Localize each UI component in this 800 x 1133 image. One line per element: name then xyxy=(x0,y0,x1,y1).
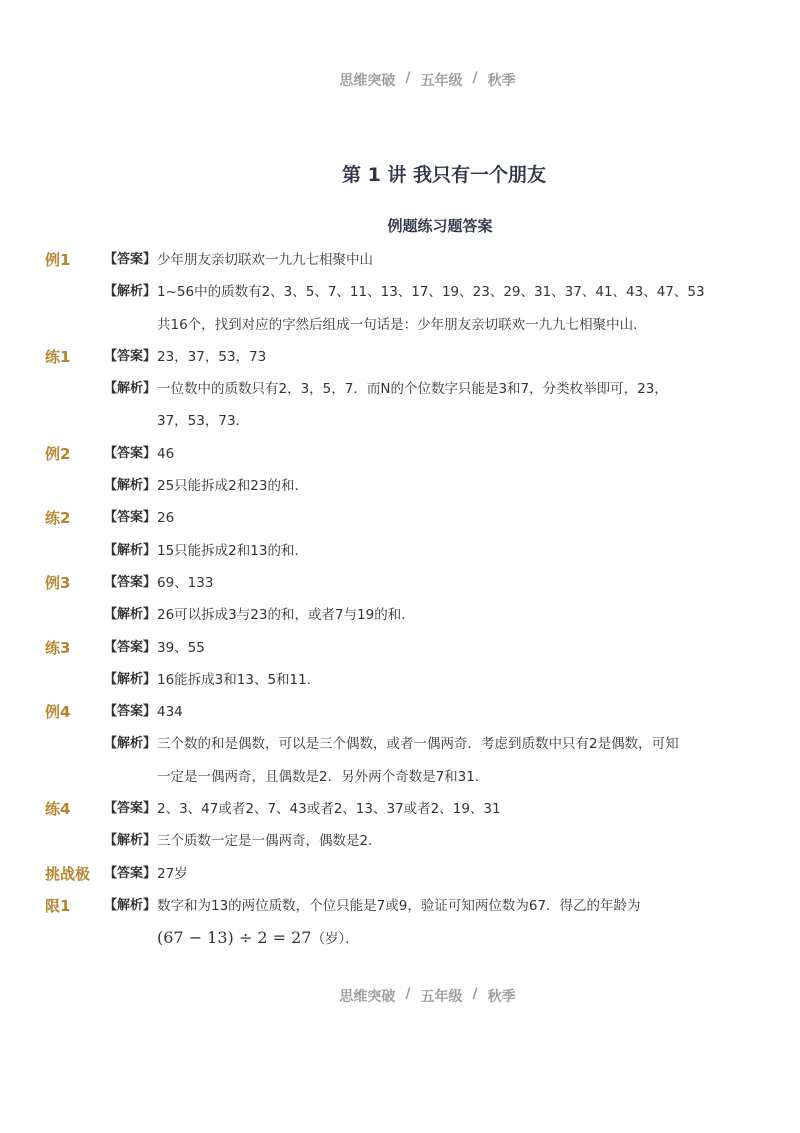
row-tag: 【解析】 xyxy=(104,381,157,397)
answer-row xyxy=(0,280,800,312)
problem-label: 例3 xyxy=(45,573,71,592)
row-tag: 【解析】 xyxy=(104,607,157,623)
row-text: 46 xyxy=(157,445,175,462)
problem-label: 例1 xyxy=(45,251,71,269)
footer-sep: / xyxy=(405,986,411,1002)
answer-row xyxy=(0,829,800,861)
problem-label: 练2 xyxy=(45,509,71,528)
row-text: 15只能拆成2和13的和． xyxy=(157,542,308,559)
problem-label: 练3 xyxy=(45,638,71,657)
header-sep: / xyxy=(472,70,478,86)
row-text: 三个数的和是偶数，可以是三个偶数，或者一偶两奇．考虑到质数中只有2是偶数，可知 xyxy=(157,736,679,753)
row-text: 1~56中的质数有2、3、5、7、11、13、17、19、23、29、31、37、41、43、47、53 xyxy=(157,284,705,301)
problem-label: 例4 xyxy=(45,703,71,722)
row-text: 16能拆成3和13、5和11． xyxy=(157,671,321,688)
header-sep: / xyxy=(405,70,411,86)
answer-row xyxy=(0,345,800,377)
math-line xyxy=(157,926,359,951)
answer-row xyxy=(0,894,800,926)
math-expression: (67 − 13) ÷ 2 = 27 xyxy=(157,928,312,948)
answer-row xyxy=(0,668,800,700)
answer-row xyxy=(0,732,800,764)
row-tag: 【解析】 xyxy=(104,478,157,494)
row-tag: 【解析】 xyxy=(104,736,157,752)
answer-row xyxy=(0,409,800,441)
row-tag: 【解析】 xyxy=(104,897,157,913)
row-tag: 【答案】 xyxy=(104,445,157,461)
row-text: 69、133 xyxy=(157,574,214,591)
answer-row xyxy=(0,442,800,474)
answer-row xyxy=(0,603,800,635)
answer-row xyxy=(0,248,800,280)
row-text: 39、55 xyxy=(157,639,205,656)
footer-part: 思维突破 xyxy=(339,989,396,1005)
row-tag: 【答案】 xyxy=(104,865,157,881)
problem-label: 挑战极 xyxy=(45,864,91,883)
row-text: 26 xyxy=(157,510,175,527)
answer-row xyxy=(0,765,800,797)
row-text: 37，53，73． xyxy=(157,413,250,430)
row-text: 少年朋友亲切联欢一九九七相聚中山 xyxy=(157,252,373,268)
answer-row xyxy=(0,474,800,506)
answer-row xyxy=(0,571,800,603)
row-tag: 【答案】 xyxy=(104,704,157,720)
row-tag: 【答案】 xyxy=(104,252,157,267)
row-text: 25只能拆成2和23的和． xyxy=(157,478,308,495)
footer-sep: / xyxy=(472,986,478,1002)
answer-row xyxy=(0,506,800,538)
problem-label: 练1 xyxy=(45,347,71,366)
row-text: 共16个，找到对应的字然后组成一句话是：少年朋友亲切联欢一九九七相聚中山. xyxy=(157,316,638,333)
answer-row xyxy=(0,539,800,571)
answer-row xyxy=(0,862,800,894)
page-footer xyxy=(0,986,800,1006)
row-text: 26可以拆成3与23的和，或者7与19的和． xyxy=(157,607,415,624)
footer-part: 秋季 xyxy=(487,989,516,1005)
row-tag: 【解析】 xyxy=(104,284,157,300)
row-tag: 【答案】 xyxy=(104,348,157,364)
row-text: 27岁 xyxy=(157,865,188,882)
row-tag: 【答案】 xyxy=(104,639,157,655)
answer-row-math xyxy=(0,926,800,958)
row-text: 一位数中的质数只有2，3，5，7．而N的个位数字只能是3和7，分类枚举即可，23， xyxy=(157,381,668,398)
row-text: 434 xyxy=(157,704,183,721)
problem-label: 例2 xyxy=(45,444,71,463)
page-header xyxy=(0,70,800,90)
header-part: 秋季 xyxy=(487,73,516,89)
row-tag: 【答案】 xyxy=(104,510,157,526)
row-tag: 【答案】 xyxy=(104,801,157,817)
row-tag: 【解析】 xyxy=(104,671,157,687)
answer-row xyxy=(0,636,800,668)
problem-label: 练4 xyxy=(45,800,71,819)
header-part: 五年级 xyxy=(420,73,463,89)
row-text: 23，37，53，73 xyxy=(157,348,267,365)
section-subtitle: 例题练习题答案 xyxy=(387,217,493,235)
answer-row xyxy=(0,797,800,829)
page-title: 第 1 讲 我只有一个朋友 xyxy=(341,164,547,186)
row-text: 一定是一偶两奇，且偶数是2．另外两个奇数是7和31． xyxy=(157,768,489,785)
row-text: 三个质数一定是一偶两奇，偶数是2． xyxy=(157,833,382,850)
row-text: 2、3、47或者2、7、43或者2、13、37或者2、19、31 xyxy=(157,801,501,818)
answer-list xyxy=(0,248,800,959)
math-suffix: （岁）． xyxy=(311,931,359,948)
answer-row xyxy=(0,313,800,345)
row-tag: 【解析】 xyxy=(104,542,157,558)
problem-label: 限1 xyxy=(45,896,71,915)
row-text: 数字和为13的两位质数，个位只能是7或9，验证可知两位数为67．得乙的年龄为 xyxy=(157,897,641,914)
row-tag: 【解析】 xyxy=(104,833,157,849)
row-tag: 【答案】 xyxy=(104,574,157,590)
footer-part: 五年级 xyxy=(420,989,463,1005)
answer-row xyxy=(0,377,800,409)
answer-row xyxy=(0,700,800,732)
header-part: 思维突破 xyxy=(339,73,396,89)
